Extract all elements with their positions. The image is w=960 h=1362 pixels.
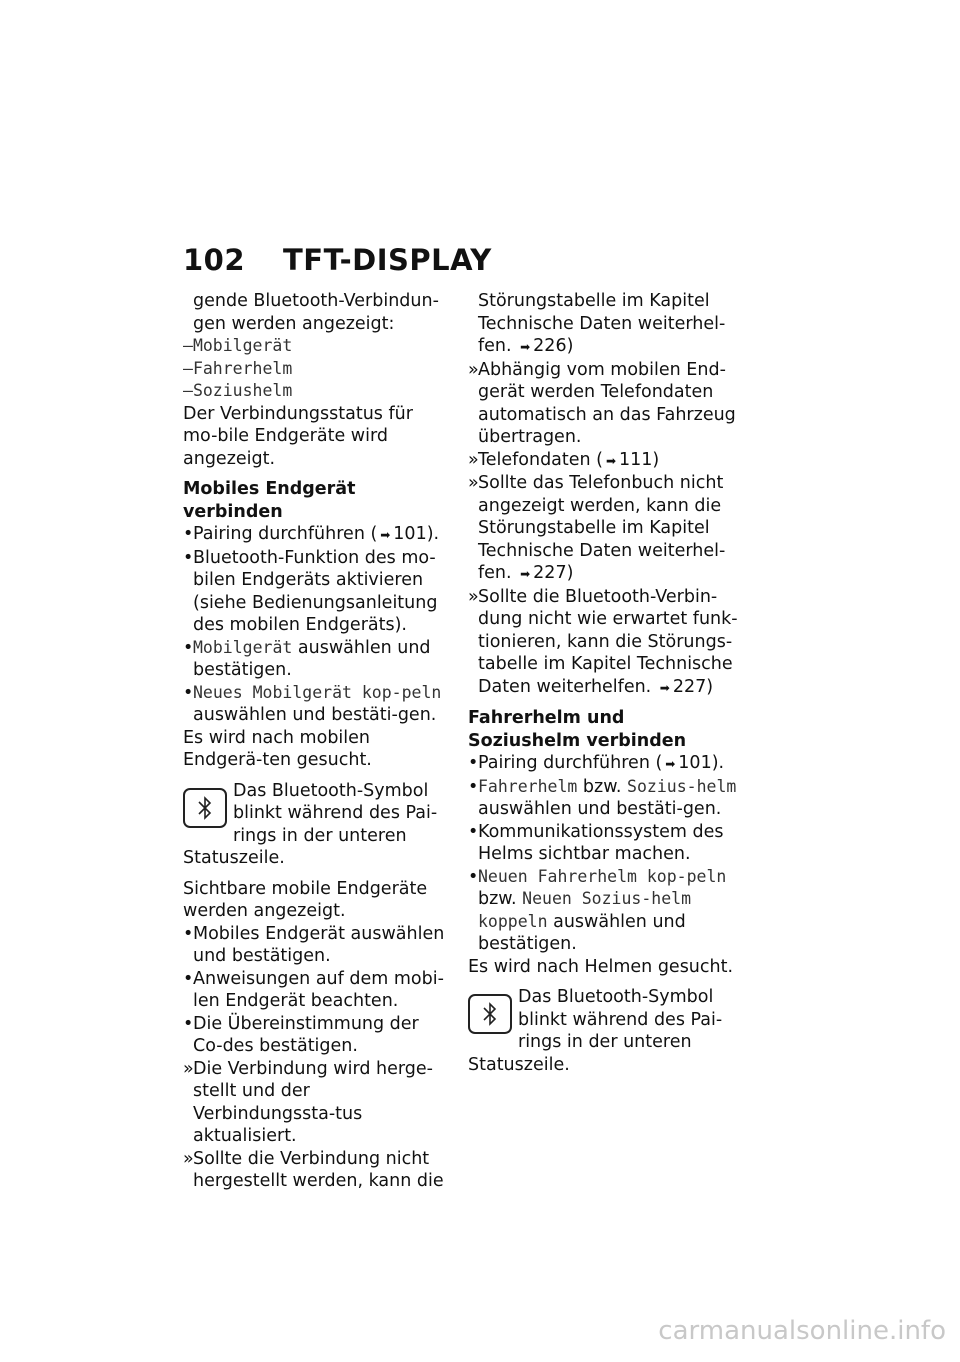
right-column xyxy=(468,290,738,1076)
intro-line: gen werden angezeigt: xyxy=(193,313,395,334)
left-column xyxy=(183,290,449,1193)
step-item: • Pairing durchführen ( ➡ 101). xyxy=(468,752,738,776)
reference-arrow-icon: ➡ xyxy=(520,567,531,581)
page-header xyxy=(183,243,492,277)
bluetooth-icon xyxy=(183,788,227,828)
result-item: » Sollte das Telefonbuch nicht angezeigt werden, kann die Störungstabelle im Kapitel Technische Daten weiterhel-fen. ➡ 227) xyxy=(468,472,738,586)
intro-line: gende Bluetooth-Verbindun- xyxy=(193,291,439,311)
reference-arrow-icon: ➡ xyxy=(380,528,391,542)
section-heading: Mobiles Endgerät verbinden xyxy=(183,479,356,522)
watermark: carmanualsonline.info xyxy=(658,1316,946,1346)
step-item: • Neuen Fahrerhelm kop-peln bzw. Neuen Sozius-helm koppeln auswählen und bestätigen. xyxy=(468,866,727,954)
result-item: » Sollte die Verbindung nicht hergestellt werden, kann die xyxy=(183,1148,444,1191)
result-item: » Die Verbindung wird herge-stellt und der Verbindungssta-tus aktualisiert. xyxy=(183,1058,433,1146)
search-text: Es wird nach mobilen Endgerä-ten gesucht. xyxy=(183,727,372,770)
visible-text: Sichtbare mobile Endgeräte werden angezeigt. xyxy=(183,878,428,921)
reference-arrow-icon: ➡ xyxy=(520,340,531,354)
continued-text: Störungstabelle im Kapitel Technische Daten weiterhel-fen. ➡ 226) xyxy=(468,290,738,359)
bluetooth-note: Das Bluetooth-Symbol blinkt während des Pai-rings in der unteren Statuszeile. xyxy=(183,780,438,868)
dash-item: –Soziushelm xyxy=(183,381,293,400)
bluetooth-note: Das Bluetooth-Symbol blinkt während des Pai-rings in der unteren Statuszeile. xyxy=(468,987,723,1075)
step-item: • Kommunikationssystem des Helms sichtbar machen. xyxy=(468,821,724,864)
step-item: • Mobiles Endgerät auswählen und bestätigen. xyxy=(183,923,445,966)
result-item: » Abhängig vom mobilen End-gerät werden Telefondaten automatisch an das Fahrzeug übertragen. xyxy=(468,359,736,447)
bluetooth-icon xyxy=(468,994,512,1034)
reference-arrow-icon: ➡ xyxy=(665,757,676,771)
status-text: Der Verbindungsstatus für mo-bile Endgeräte wird angezeigt. xyxy=(183,403,413,469)
step-item: • Anweisungen auf dem mobi-len Endgerät beachten. xyxy=(183,968,444,1011)
reference-arrow-icon: ➡ xyxy=(605,453,617,468)
section-heading: Fahrerhelm und Soziushelm verbinden xyxy=(468,708,687,751)
step-item: • Bluetooth-Funktion des mo-bilen Endgeräts aktivieren (siehe Bedienungsanleitung des mobilen Endgeräts). xyxy=(183,547,438,635)
result-item: » Telefondaten ( ➡ 111) xyxy=(468,449,738,473)
step-item: • Die Übereinstimmung der Co-des bestätigen. xyxy=(183,1013,419,1056)
search-text: Es wird nach Helmen gesucht. xyxy=(468,956,734,977)
result-item: » Sollte die Bluetooth-Verbin-dung nicht wie erwartet funk-tionieren, kann die Störungs-tabelle im Kapitel Technische Daten weiterhelfen. ➡ 227) xyxy=(468,586,738,700)
step-item: • Mobilgerät auswählen und bestätigen. xyxy=(183,637,431,680)
reference-arrow-icon: ➡ xyxy=(659,680,670,695)
dash-item: –Mobilgerät xyxy=(183,336,293,355)
page-title: TFT-DISPLAY xyxy=(283,243,492,277)
step-item: • Fahrerhelm bzw. Sozius-helm auswählen und bestäti-gen. xyxy=(468,776,737,819)
page-number: 102 xyxy=(183,243,246,277)
dash-item: –Fahrerhelm xyxy=(183,358,293,378)
step-item: • Neues Mobilgerät kop-peln auswählen und bestäti-gen. xyxy=(183,682,442,725)
step-item: • Pairing durchführen ( ➡ 101). xyxy=(183,523,449,547)
